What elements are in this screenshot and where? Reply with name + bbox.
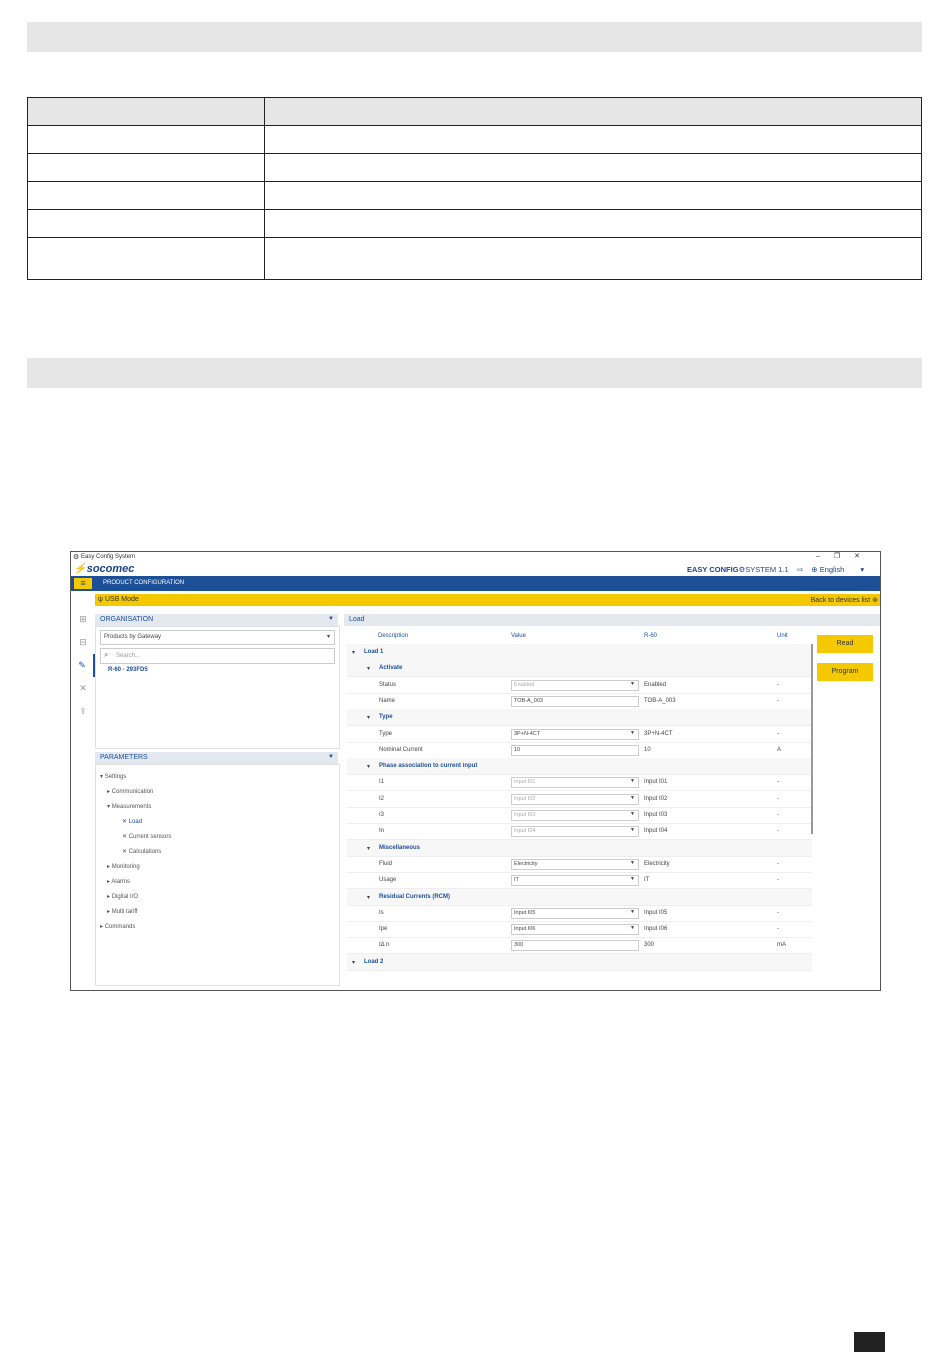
caret-down-icon: ▾	[367, 845, 371, 852]
globe-icon: ⊕	[811, 565, 818, 574]
table-row	[347, 693, 812, 710]
scrollbar[interactable]	[811, 644, 813, 834]
unit-value: -	[777, 828, 779, 835]
table-row	[28, 238, 922, 280]
devices-icon[interactable]: ⊟	[79, 637, 87, 647]
field-label: Name	[379, 697, 396, 704]
caret-down-icon: ▼	[630, 827, 635, 834]
table-row	[347, 823, 812, 840]
table-row	[347, 742, 812, 759]
usb-icon: ψ	[98, 596, 103, 603]
group-row[interactable]	[347, 840, 812, 857]
section-header-band	[27, 22, 922, 52]
read-button[interactable]: Read	[817, 635, 873, 653]
organisation-header[interactable]: ORGANISATION ▼	[95, 614, 338, 626]
back-to-devices-link[interactable]: Back to devices list ⊛	[810, 597, 878, 604]
window-title: Easy Config System	[81, 554, 136, 560]
table-row	[28, 154, 922, 182]
table-header-row	[28, 98, 922, 126]
group-label: Load 2	[364, 958, 384, 965]
device-item[interactable]: R-60 - 293FD5	[108, 667, 148, 673]
app-screenshot	[70, 551, 881, 991]
network-icon[interactable]: ⊞	[79, 614, 87, 624]
tree-item[interactable]: ✕ Calculations	[122, 849, 162, 855]
column-value: Value	[511, 633, 526, 639]
table-row	[347, 937, 812, 954]
device-value: 10	[644, 746, 651, 753]
table-row	[347, 807, 812, 824]
socomec-logo: ⚡socomec	[73, 563, 135, 575]
field-label: Usage	[379, 877, 397, 884]
expand-open-icon: ▾	[107, 804, 112, 810]
load-panel-header: Load	[344, 614, 880, 626]
caret-down-icon: ▼	[630, 778, 635, 785]
tools-icon: ✕	[122, 834, 129, 840]
tree-item[interactable]: ▸ Multi tariff	[107, 909, 138, 915]
value-dropdown: Input I02 ▼	[511, 794, 639, 805]
unit-value: -	[777, 730, 779, 737]
restore-icon[interactable]: ❐	[833, 553, 855, 560]
product-name: EASY CONFIG⚙SYSTEM 1.1	[687, 565, 789, 574]
table-row	[28, 182, 922, 210]
caret-down-icon: ▾	[367, 764, 371, 771]
table-row	[347, 905, 812, 922]
tree-item[interactable]: ▾ Settings	[100, 774, 127, 780]
unit-value: -	[777, 812, 779, 818]
program-button[interactable]: Program	[817, 663, 873, 681]
field-label: I1	[379, 779, 385, 786]
group-row[interactable]	[347, 644, 812, 661]
table-row	[28, 210, 922, 238]
caret-down-icon: ▾	[352, 959, 356, 966]
logout-icon[interactable]: ⇨	[797, 565, 804, 574]
group-label: Miscellaneous	[379, 844, 421, 851]
unit-value: A	[777, 746, 782, 753]
table-row	[347, 726, 812, 743]
document-table	[27, 97, 922, 280]
table-row	[347, 921, 812, 938]
tools-icon: ✕	[122, 819, 129, 825]
table-row	[347, 774, 812, 791]
device-value: 300	[644, 942, 655, 949]
device-value: Input I01	[644, 779, 668, 786]
caret-down-icon: ▾	[367, 666, 371, 673]
device-value: IT	[644, 877, 650, 884]
field-label: In	[379, 828, 385, 835]
organisation-dropdown[interactable]: Products by Gateway ▾	[100, 630, 335, 645]
brand-row	[71, 562, 880, 576]
caret-down-icon: ▾	[326, 634, 330, 640]
caret-down-icon: ▼	[630, 811, 635, 817]
app-icon: ⚙	[73, 554, 80, 561]
field-label: Fluid	[379, 860, 393, 867]
caret-down-icon: ▼	[630, 859, 635, 866]
field-label: Nominal Current	[379, 746, 423, 753]
group-row[interactable]	[347, 758, 812, 775]
unit-value: -	[777, 779, 779, 786]
field-label: Ipe	[379, 926, 388, 933]
table-row	[347, 856, 812, 873]
table-row	[347, 872, 812, 889]
column-description: Description	[378, 633, 409, 639]
group-row[interactable]	[347, 709, 812, 726]
unit-value: -	[777, 681, 779, 688]
device-value: Input I06	[644, 926, 668, 933]
device-value: Input I02	[644, 795, 668, 802]
device-value: Enabled	[644, 681, 667, 688]
table-row	[347, 677, 812, 694]
caret-down-icon: ▼	[630, 925, 635, 932]
field-label: Type	[379, 730, 393, 737]
section-header-band	[27, 358, 922, 388]
value-input[interactable]: 10	[511, 745, 639, 756]
expand-open-icon: ▾	[100, 774, 105, 780]
tools-icon: ✕	[122, 849, 129, 855]
caret-down-icon: ▼	[328, 616, 334, 622]
minimize-icon[interactable]: –	[815, 553, 834, 560]
value-input[interactable]: TOB-A_003	[511, 696, 639, 707]
caret-down-icon: ▼	[328, 754, 334, 760]
caret-down-icon: ▾	[367, 715, 371, 722]
usb-mode-bar	[95, 594, 880, 606]
column-unit: Unit	[777, 633, 788, 639]
device-value: Input I05	[644, 909, 668, 916]
caret-down-icon: ▼	[630, 908, 635, 915]
tree-item[interactable]: ▸ Communication	[107, 789, 154, 795]
value-input[interactable]: 300	[511, 940, 639, 951]
group-label: Residual Currents (RCM)	[379, 893, 451, 900]
search-icon: ⌕	[104, 650, 109, 659]
field-label: Is	[379, 909, 384, 916]
expand-closed-icon: ▸	[107, 894, 112, 900]
caret-down-icon: ▼	[630, 876, 635, 883]
device-value: Electricity	[644, 860, 670, 867]
unit-value: -	[777, 926, 779, 933]
value-dropdown[interactable]: 3P+N-4CT ▼	[511, 729, 639, 740]
expand-closed-icon: ▸	[107, 864, 112, 870]
group-label: Phase association to current input	[379, 763, 478, 770]
group-row[interactable]	[347, 954, 812, 971]
tree-item[interactable]: ▾ Measurements	[107, 804, 152, 810]
group-label: Type	[379, 714, 393, 721]
field-label: I2	[379, 795, 385, 802]
device-value: Input I04	[644, 828, 668, 835]
tree-item[interactable]: ▸ Commands	[100, 924, 136, 930]
column-device: R-60	[644, 633, 658, 639]
export-icon[interactable]: ⇪	[79, 706, 87, 716]
language-selector[interactable]: ⇨ ⊕ English ▾	[797, 565, 865, 574]
value-dropdown: Enabled ▼	[511, 680, 639, 691]
field-label: IΔ n	[379, 942, 390, 949]
menu-bar	[71, 576, 880, 591]
group-label: Load 1	[364, 649, 384, 655]
menu-title: PRODUCT CONFIGURATION	[103, 580, 185, 586]
value-dropdown[interactable]: IT ▼	[511, 875, 639, 886]
caret-down-icon: ▼	[630, 729, 635, 736]
tree-item[interactable]: ▸ Monitoring	[107, 864, 140, 870]
unit-value: -	[777, 697, 779, 704]
expand-closed-icon: ▸	[107, 879, 112, 885]
expand-closed-icon: ▸	[107, 789, 112, 795]
caret-down-icon: ▼	[630, 680, 635, 687]
search-input[interactable]: ⌕ Search...	[100, 648, 335, 664]
wrench-icon[interactable]: ✎	[71, 654, 95, 677]
page-number-box	[854, 1332, 885, 1352]
expand-closed-icon: ▸	[107, 909, 112, 915]
caret-down-icon: ▾	[367, 894, 371, 901]
unit-value: -	[777, 877, 779, 884]
tree-item[interactable]: ✕ Current sensors	[122, 834, 172, 840]
window-titlebar	[71, 552, 880, 562]
field-label: Status	[379, 681, 397, 688]
unit-value: -	[777, 860, 779, 867]
tree-item[interactable]: ▸ Alarms	[107, 879, 131, 885]
device-value: Input I03	[644, 812, 668, 818]
value-dropdown: Input I04 ▼	[511, 826, 639, 837]
window-controls	[816, 552, 874, 560]
tree-item[interactable]: ▸ Digital I/O	[107, 894, 139, 900]
unit-value: mA	[777, 942, 786, 949]
value-dropdown: Input I01 ▼	[511, 777, 639, 788]
group-row[interactable]	[347, 660, 812, 677]
device-value: TOB-A_003	[644, 697, 676, 704]
parameters-panel	[95, 764, 340, 986]
parameters-header[interactable]: PARAMETERS ▼	[95, 752, 338, 764]
field-label: I3	[379, 812, 385, 818]
table-row	[347, 791, 812, 808]
caret-down-icon: ▾	[352, 650, 356, 656]
value-dropdown[interactable]: Input I05 ▼	[511, 908, 639, 919]
device-value: 3P+N-4CT	[644, 730, 673, 737]
unit-value: -	[777, 795, 779, 802]
tree-item[interactable]: ✕ Load	[122, 819, 143, 825]
expand-closed-icon: ▸	[100, 924, 105, 930]
value-dropdown[interactable]: Electricity ▼	[511, 859, 639, 870]
group-row[interactable]	[347, 889, 812, 906]
tools-icon[interactable]: ✕	[79, 683, 87, 693]
chevron-down-icon: ▾	[860, 565, 865, 574]
group-label: Activate	[379, 665, 403, 672]
caret-down-icon: ▼	[630, 794, 635, 801]
side-nav	[71, 608, 95, 723]
hamburger-menu-icon[interactable]: ≡	[74, 578, 92, 589]
table-row	[28, 126, 922, 154]
value-dropdown: Input I03 ▼	[511, 810, 639, 821]
unit-value: -	[777, 909, 779, 916]
arrow-circle-icon: ⊛	[872, 597, 878, 604]
value-dropdown[interactable]: Input I06 ▼	[511, 924, 639, 935]
usb-mode-label: ψ USB Mode	[98, 596, 139, 603]
close-icon[interactable]: ✕	[854, 553, 874, 560]
